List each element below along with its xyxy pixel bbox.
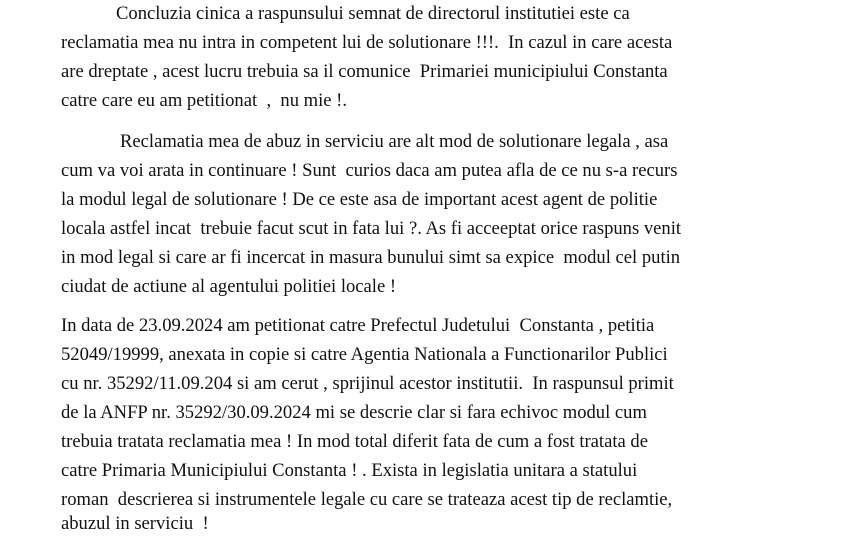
paragraph-3-line-5: trebuia tratata reclamatia mea ! In mod total diferit fata de cum a fost tratata de — [61, 431, 648, 452]
paragraph-2-line-3: la modul legal de solutionare ! De ce este asa de important acest agent de politie — [61, 189, 658, 210]
paragraph-3-line-8: abuzul in serviciu ! — [61, 513, 209, 534]
paragraph-3-line-6: catre Primaria Municipiului Constanta ! . Exista in legislatia unitara a statului — [61, 460, 638, 481]
paragraph-3-line-4: de la ANFP nr. 35292/30.09.2024 mi se descrie clar si fara echivoc modul cum — [61, 402, 647, 423]
paragraph-2-line-1: Reclamatia mea de abuz in serviciu are alt mod de solutionare legala , asa — [120, 131, 669, 152]
paragraph-3-line-7: roman descrierea si instrumentele legale cu care se trateaza acest tip de reclamtie, — [61, 489, 673, 510]
paragraph-1-line-2: reclamatia mea nu intra in competent lui de solutionare !!!. In cazul in care acesta — [61, 32, 673, 53]
paragraph-2-line-4: locala astfel incat trebuie facut scut in fata lui ?. As fi acceeptat orice raspuns venit — [61, 218, 682, 239]
paragraph-3-line-2: 52049/19999, anexata in copie si catre Agentia Nationala a Functionarilor Publici — [61, 344, 668, 365]
paragraph-3-line-3: cu nr. 35292/11.09.204 si am cerut , sprijinul acestor institutii. In raspunsul primit — [61, 373, 674, 394]
paragraph-2-line-2: cum va voi arata in continuare ! Sunt curios daca am putea afla de ce nu s-a recurs — [61, 160, 678, 181]
paragraph-1-line-3: are dreptate , acest lucru trebuia sa il comunice Primariei municipiului Constanta — [61, 61, 668, 82]
paragraph-1-line-4: catre care eu am petitionat , nu mie !. — [61, 90, 348, 111]
paragraph-3-line-1: In data de 23.09.2024 am petitionat catre Prefectul Judetului Constanta , petitia — [61, 315, 655, 336]
paragraph-1-line-1: Concluzia cinica a raspunsului semnat de directorul institutiei este ca — [116, 3, 630, 24]
paragraph-2-line-5: in mod legal si care ar fi incercat in masura bunului simt sa expice modul cel putin — [61, 247, 681, 268]
paragraph-2-line-6: ciudat de actiune al agentului politiei locale ! — [61, 276, 397, 297]
